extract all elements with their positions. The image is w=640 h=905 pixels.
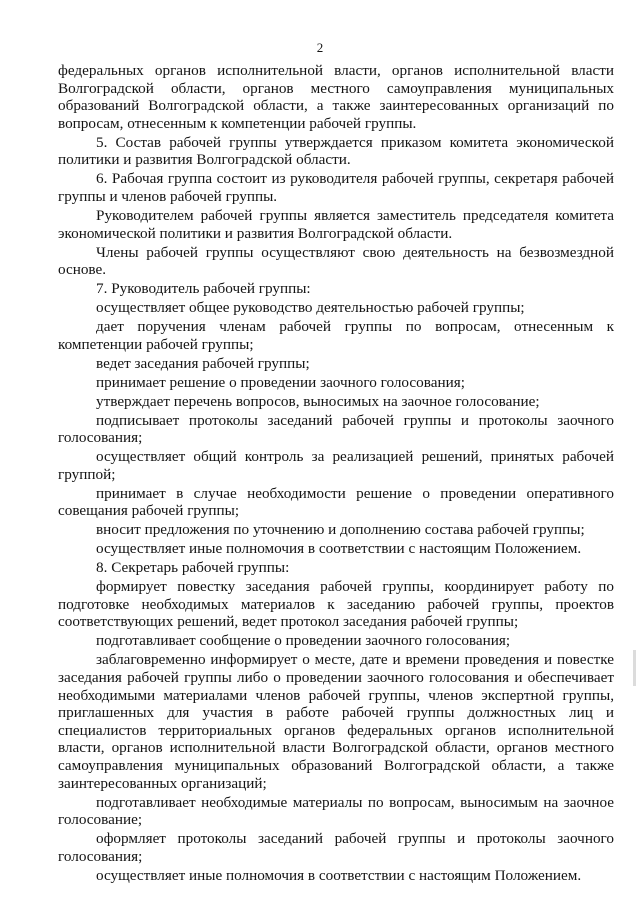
secretary-duty: подготавливает сообщение о проведении заочного голосования; (96, 632, 511, 650)
document-body (58, 62, 614, 886)
leader-duty: дает поручения членам рабочей группы по вопросам, отнесенным к компетенции рабочей группы; (58, 318, 614, 353)
secretary-duty: подготавливает необходимые материалы по вопросам, выносимым на заочное голосование; (58, 793, 614, 829)
section-heading-secretary: 8. Секретарь рабочей группы: (96, 559, 290, 577)
section-heading-leader: 7. Руководитель рабочей группы: (96, 280, 311, 298)
paragraph-continuation: федеральных органов исполнительной власти, органов исполнительной власти Волгоградской области, органов местного самоуправления муниципальных образований Волгоградской области, а также заинтересованных организаций по вопросам, отнесенным к компетенции рабочей группы. (58, 62, 614, 132)
leader-duty: подписывает протоколы заседаний рабочей группы и протоколы заочного голосования; (58, 411, 614, 447)
secretary-duty: осуществляет иные полномочия в соответствии с настоящим Положением. (96, 866, 582, 884)
leader-duty: осуществляет общее руководство деятельностью рабочей группы; (96, 299, 525, 317)
leader-duty: осуществляет общий контроль за реализацией решений, принятых рабочей группой; (58, 448, 614, 483)
paragraph-head-of-group: Руководителем рабочей группы является заместитель председателя комитета экономической политики и развития Волгоградской области. (58, 206, 614, 242)
page-number: 2 (316, 40, 324, 55)
leader-duty: принимает в случае необходимости решение о проведении оперативного совещания рабочей группы; (58, 484, 614, 520)
leader-duty: осуществляет иные полномочия в соответствии с настоящим Положением. (96, 540, 582, 558)
scan-edge-mark (633, 650, 636, 686)
secretary-duty: оформляет протоколы заседаний рабочей группы и протоколы заочного голосования; (58, 830, 614, 865)
secretary-duty: заблаговременно информирует о месте, дате и времени проведения и повестке заседания рабочей группы либо о проведении заочного голосования и обеспечивает необходимыми материалами членов рабочей группы, членов экспертной группы, приглашенных для участия в работе рабочей группы должностных лиц и специалистов территориальных органов федеральных органов исполнительной власти, органов исполнительной власти Волгоградской области, органов местного самоуправления муниципальных образований Волгоградской области, а также заинтересованных организаций; (58, 651, 614, 792)
leader-duty: утверждает перечень вопросов, выносимых на заочное голосование; (96, 392, 540, 410)
paragraph-item-6: 6. Рабочая группа состоит из руководителя рабочей группы, секретаря рабочей группы и членов рабочей группы. (58, 170, 614, 205)
paragraph-item-5: 5. Состав рабочей группы утверждается приказом комитета экономической политики и развития Волгоградской области. (58, 133, 614, 169)
leader-duty: ведет заседания рабочей группы; (96, 354, 310, 372)
paragraph-members-basis: Члены рабочей группы осуществляют свою деятельность на безвозмездной основе. (58, 243, 614, 279)
leader-duty: вносит предложения по уточнению и дополнению состава рабочей группы; (96, 521, 585, 539)
secretary-duty: формирует повестку заседания рабочей группы, координирует работу по подготовке необходимых материалов к заседанию рабочей группы, проектов соответствующих решений, ведет протокол заседания рабочей группы; (58, 578, 614, 631)
leader-duty: принимает решение о проведении заочного голосования; (96, 373, 465, 391)
